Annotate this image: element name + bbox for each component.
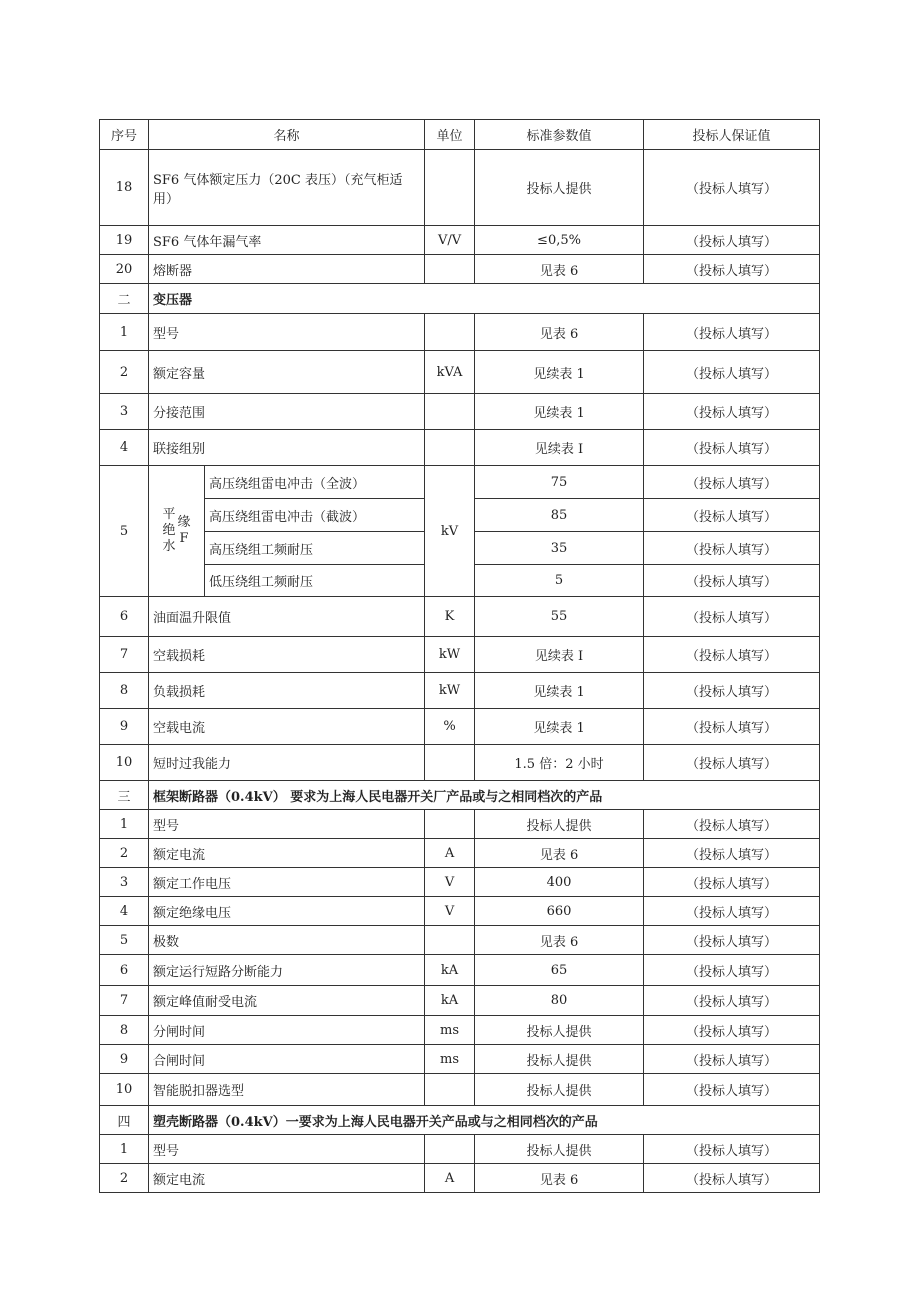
header-standard: 标准参数值 xyxy=(475,120,644,150)
table-row xyxy=(100,597,820,637)
row-guarantee: （投标人填写） xyxy=(644,255,820,284)
row-unit: V xyxy=(425,868,475,897)
row-unit: V/V xyxy=(425,226,475,255)
row-unit xyxy=(425,255,475,284)
row-name: 额定绝缘电压 xyxy=(149,897,425,926)
row-seq: 4 xyxy=(100,430,149,466)
insulation-label xyxy=(149,466,205,597)
row-standard: 1.5 倍：2 小时 xyxy=(475,745,644,781)
insulation-label-column: 平 绝 水 xyxy=(162,507,176,554)
row-standard: 80 xyxy=(475,986,644,1016)
row-seq: 3 xyxy=(100,868,149,897)
header-guarantee: 投标人保证值 xyxy=(644,120,820,150)
spec-table xyxy=(99,119,820,1193)
row-guarantee: （投标人填写） xyxy=(644,430,820,466)
row-unit xyxy=(425,810,475,839)
row-standard: 投标人提供 xyxy=(475,1045,644,1074)
table-row xyxy=(100,314,820,351)
table-row xyxy=(100,351,820,394)
row-standard: 见表 6 xyxy=(475,839,644,868)
table-row xyxy=(100,745,820,781)
row-standard: 见续表 I xyxy=(475,637,644,673)
row-seq: 3 xyxy=(100,394,149,430)
row-unit: kW xyxy=(425,637,475,673)
row-standard: 见表 6 xyxy=(475,1164,644,1193)
row-name: 分接范围 xyxy=(149,394,425,430)
row-seq: 7 xyxy=(100,986,149,1016)
section-seq: 三 xyxy=(100,781,149,810)
insulation-item-name: 高压绕组雷电冲击（全波） xyxy=(205,466,425,499)
row-guarantee: （投标人填写） xyxy=(644,986,820,1016)
row-guarantee: （投标人填写） xyxy=(644,226,820,255)
table-row xyxy=(100,430,820,466)
section-row xyxy=(100,781,820,810)
insulation-label-text xyxy=(153,507,200,555)
section-seq: 四 xyxy=(100,1106,149,1135)
row-name: 熔断器 xyxy=(149,255,425,284)
table-row xyxy=(100,1074,820,1106)
insulation-unit: kV xyxy=(425,466,475,597)
row-guarantee: （投标人填写） xyxy=(644,597,820,637)
row-seq: 2 xyxy=(100,351,149,394)
row-guarantee: （投标人填写） xyxy=(644,839,820,868)
row-guarantee: （投标人填写） xyxy=(644,810,820,839)
row-seq: 9 xyxy=(100,1045,149,1074)
row-guarantee: （投标人填写） xyxy=(644,150,820,226)
insulation-item-standard: 85 xyxy=(475,499,644,532)
row-unit: kW xyxy=(425,673,475,709)
row-seq: 1 xyxy=(100,314,149,351)
row-unit xyxy=(425,150,475,226)
row-name: 额定峰值耐受电流 xyxy=(149,986,425,1016)
insulation-row xyxy=(100,466,820,499)
row-standard: 见表 6 xyxy=(475,314,644,351)
insulation-label-column: 缘 F xyxy=(177,515,191,546)
row-name: 型号 xyxy=(149,810,425,839)
row-standard: 55 xyxy=(475,597,644,637)
table-row xyxy=(100,394,820,430)
row-guarantee: （投标人填写） xyxy=(644,1045,820,1074)
header-row xyxy=(100,120,820,150)
table-row xyxy=(100,255,820,284)
row-seq: 10 xyxy=(100,745,149,781)
row-seq: 20 xyxy=(100,255,149,284)
table-row xyxy=(100,839,820,868)
row-name: 空载损耗 xyxy=(149,637,425,673)
row-guarantee: （投标人填写） xyxy=(644,745,820,781)
row-seq: 19 xyxy=(100,226,149,255)
row-name: 联接组别 xyxy=(149,430,425,466)
row-guarantee: （投标人填写） xyxy=(644,955,820,986)
row-standard: 见表 6 xyxy=(475,255,644,284)
row-name: 额定工作电压 xyxy=(149,868,425,897)
insulation-item-name: 高压绕组工频耐压 xyxy=(205,532,425,565)
row-seq: 9 xyxy=(100,709,149,745)
row-guarantee: （投标人填写） xyxy=(644,394,820,430)
row-name: 额定电流 xyxy=(149,1164,425,1193)
row-unit: kA xyxy=(425,955,475,986)
row-name: 油面温升限值 xyxy=(149,597,425,637)
table-row xyxy=(100,673,820,709)
header-name: 名称 xyxy=(149,120,425,150)
row-standard: 660 xyxy=(475,897,644,926)
row-guarantee: （投标人填写） xyxy=(644,1135,820,1164)
row-name: 分闸时间 xyxy=(149,1016,425,1045)
row-standard: 见表 6 xyxy=(475,926,644,955)
row-name: 型号 xyxy=(149,1135,425,1164)
table-row xyxy=(100,868,820,897)
insulation-item-guarantee: （投标人填写） xyxy=(644,499,820,532)
section-title: 塑壳断路器（0.4kV）一要求为上海人民电器开关产品或与之相同档次的产品 xyxy=(149,1106,820,1135)
table-row xyxy=(100,810,820,839)
row-name: 额定容量 xyxy=(149,351,425,394)
table-row xyxy=(100,986,820,1016)
row-seq: 18 xyxy=(100,150,149,226)
row-name: SF6 气体额定压力（20C 表压）（充气柜适用） xyxy=(149,150,425,226)
row-unit xyxy=(425,1135,475,1164)
row-seq: 6 xyxy=(100,955,149,986)
insulation-item-standard: 75 xyxy=(475,466,644,499)
row-name: 智能脱扣器选型 xyxy=(149,1074,425,1106)
table-row xyxy=(100,926,820,955)
section-row xyxy=(100,1106,820,1135)
row-standard: ≤0,5% xyxy=(475,226,644,255)
row-guarantee: （投标人填写） xyxy=(644,1016,820,1045)
row-guarantee: （投标人填写） xyxy=(644,351,820,394)
row-guarantee: （投标人填写） xyxy=(644,897,820,926)
row-seq: 8 xyxy=(100,673,149,709)
table-row xyxy=(100,709,820,745)
row-name: 短时过我能力 xyxy=(149,745,425,781)
insulation-item-guarantee: （投标人填写） xyxy=(644,532,820,565)
row-standard: 见续表 1 xyxy=(475,351,644,394)
row-name: 型号 xyxy=(149,314,425,351)
row-guarantee: （投标人填写） xyxy=(644,673,820,709)
table-row xyxy=(100,897,820,926)
row-unit xyxy=(425,745,475,781)
table-row xyxy=(100,955,820,986)
insulation-item-standard: 5 xyxy=(475,565,644,597)
table-row xyxy=(100,226,820,255)
table-row xyxy=(100,1045,820,1074)
row-seq: 1 xyxy=(100,1135,149,1164)
header-unit: 单位 xyxy=(425,120,475,150)
row-guarantee: （投标人填写） xyxy=(644,926,820,955)
row-standard: 投标人提供 xyxy=(475,1074,644,1106)
row-standard: 65 xyxy=(475,955,644,986)
row-standard: 投标人提供 xyxy=(475,150,644,226)
row-unit xyxy=(425,926,475,955)
row-unit xyxy=(425,394,475,430)
row-seq: 5 xyxy=(100,926,149,955)
row-unit: % xyxy=(425,709,475,745)
row-name: 极数 xyxy=(149,926,425,955)
row-seq: 1 xyxy=(100,810,149,839)
row-seq: 10 xyxy=(100,1074,149,1106)
insulation-item-guarantee: （投标人填写） xyxy=(644,565,820,597)
row-standard: 见续表 I xyxy=(475,430,644,466)
row-unit: A xyxy=(425,1164,475,1193)
row-guarantee: （投标人填写） xyxy=(644,637,820,673)
row-standard: 见续表 1 xyxy=(475,709,644,745)
row-name: 额定电流 xyxy=(149,839,425,868)
table-row xyxy=(100,637,820,673)
section-seq: 二 xyxy=(100,284,149,314)
row-guarantee: （投标人填写） xyxy=(644,1164,820,1193)
row-seq: 2 xyxy=(100,839,149,868)
section-row xyxy=(100,284,820,314)
row-name: 空载电流 xyxy=(149,709,425,745)
section-title: 框架断路器（0.4kV） 要求为上海人民电器开关厂产品或与之相同档次的产品 xyxy=(149,781,820,810)
row-guarantee: （投标人填写） xyxy=(644,868,820,897)
insulation-seq: 5 xyxy=(100,466,149,597)
row-guarantee: （投标人填写） xyxy=(644,314,820,351)
row-unit: ms xyxy=(425,1016,475,1045)
table-row xyxy=(100,1135,820,1164)
row-name: SF6 气体年漏气率 xyxy=(149,226,425,255)
row-standard: 投标人提供 xyxy=(475,1135,644,1164)
insulation-item-standard: 35 xyxy=(475,532,644,565)
row-standard: 见续表 1 xyxy=(475,394,644,430)
insulation-item-name: 低压绕组工频耐压 xyxy=(205,565,425,597)
row-seq: 7 xyxy=(100,637,149,673)
row-unit: ms xyxy=(425,1045,475,1074)
row-name: 额定运行短路分断能力 xyxy=(149,955,425,986)
row-unit: K xyxy=(425,597,475,637)
row-standard: 见续表 1 xyxy=(475,673,644,709)
row-unit: kA xyxy=(425,986,475,1016)
insulation-item-name: 高压绕组雷电冲击（截波） xyxy=(205,499,425,532)
row-standard: 400 xyxy=(475,868,644,897)
row-standard: 投标人提供 xyxy=(475,810,644,839)
row-guarantee: （投标人填写） xyxy=(644,1074,820,1106)
row-seq: 2 xyxy=(100,1164,149,1193)
row-name: 合闸时间 xyxy=(149,1045,425,1074)
table-row xyxy=(100,1164,820,1193)
row-guarantee: （投标人填写） xyxy=(644,709,820,745)
row-standard: 投标人提供 xyxy=(475,1016,644,1045)
row-unit xyxy=(425,430,475,466)
header-seq: 序号 xyxy=(100,120,149,150)
insulation-item-guarantee: （投标人填写） xyxy=(644,466,820,499)
row-name: 负载损耗 xyxy=(149,673,425,709)
section-title: 变压器 xyxy=(149,284,820,314)
row-seq: 4 xyxy=(100,897,149,926)
row-unit xyxy=(425,1074,475,1106)
row-unit: kVA xyxy=(425,351,475,394)
row-seq: 8 xyxy=(100,1016,149,1045)
row-unit: A xyxy=(425,839,475,868)
row-seq: 6 xyxy=(100,597,149,637)
table-row xyxy=(100,1016,820,1045)
row-unit xyxy=(425,314,475,351)
row-unit: V xyxy=(425,897,475,926)
table-row xyxy=(100,150,820,226)
